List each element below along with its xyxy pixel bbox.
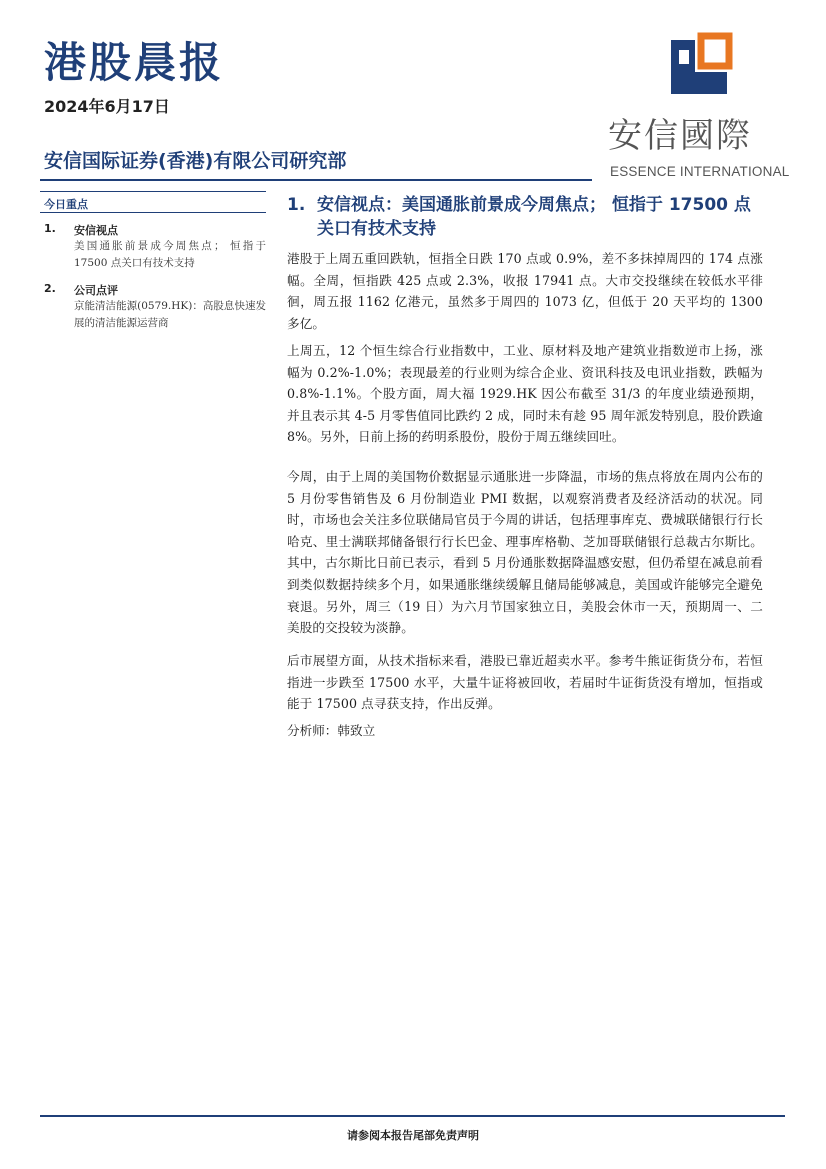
body-paragraph: 上周五，12 个恒生综合行业指数中，工业、原材料及地产建筑业指数逆市上扬，涨幅为 0.2%-1.0%；表现最差的行业则为综合企业、资讯科技及电讯业指数，跌幅为 0.8%-1.1%。个股方面，周大福 1929.HK 因公布截至 31/3 的年度业绩逊预期，并且表示其 4-5 月零售值同比跌约 2 成，同时未有趁 95 周年派发特别息，股价跌逾 8%。另外，日前上扬的药明系股份，股份于周五继续回吐。 [287,343,763,445]
sidebar-item-text: 美国通胀前景成今周焦点； 恒指于 17500 点关口有技术支持 [74,240,266,269]
body-paragraph: 今周，由于上周的美国物价数据显示通胀进一步降温，市场的焦点将放在周内公布的 5 月份零售销售及 6 月份制造业 PMI 数据，以观察消费者及经济活动的状况。同时，市场也会关注多位联储局官员于今周的讲话，包括理事库克、费城联储银行行长哈克、里士满联邦储备银行行长巴金、理事库格勒、芝加哥联储银行总裁古尔斯比。其中，古尔斯比日前已表示，看到 5 月份通胀数据降温感安慰，但仍希望在减息前看到类似数据持续多个月，如果通胀继续缓解且储局能够减息，美国或许能够完全避免衰退。另外，周三（19 日）为六月节国家独立日，美股会休市一天，预期周一、二美股的交投较为淡静。 [287,469,763,636]
report-date: 2024年6月17日 [44,97,170,116]
essence-logo-icon [665,32,733,100]
sidebar-item-number: 2. [44,282,56,295]
sidebar-top-divider [40,191,266,192]
logo-chinese-name: 安信國際 [608,116,752,156]
sidebar-item-text: 京能清洁能源(0579.HK)：高股息快速发展的清洁能源运营商 [74,300,266,329]
body-paragraph: 港股于上周五重回跌轨，恒指全日跌 170 点或 0.9%，差不多抹掉周四的 174 点涨幅。全周，恒指跌 425 点或 2.3%，收报 17941 点。大市交投继续在较低水平徘徊，周五报 1162 亿港元，虽然多于周四的 1073 亿，但低于 20 天平均的 1300 多亿。 [287,251,763,331]
sidebar-item-number: 1. [44,222,56,235]
sidebar-item-heading: 安信视点 [74,224,118,237]
header-divider [40,179,592,181]
sidebar-title: 今日重点 [44,198,88,211]
company-name: 安信国际证券(香港)有限公司研究部 [44,150,347,172]
logo-english-name: ESSENCE INTERNATIONAL [610,164,790,179]
body-paragraph: 后市展望方面，从技术指标来看，港股已靠近超卖水平。参考牛熊证街货分布，若恒指进一步跌至 17500 水平，大量牛证将被回收，若届时牛证街货没有增加，恒指或能于 17500 点寻获支持，作出反弹。 [287,653,763,712]
report-title: 港股晨报 [44,38,225,87]
analyst-name: 分析师：韩致立 [287,723,376,738]
sidebar-item-heading: 公司点评 [74,284,118,297]
footer-divider [40,1115,785,1117]
sidebar-divider [40,212,266,213]
footer-disclaimer[interactable]: 请参阅本报告尾部免责声明 [347,1129,479,1142]
section-heading-text: 安信视点：美国通胀前景成今周焦点； 恒指于 17500 点关口有技术支持 [317,195,751,239]
section-heading-number: 1. [287,195,306,215]
